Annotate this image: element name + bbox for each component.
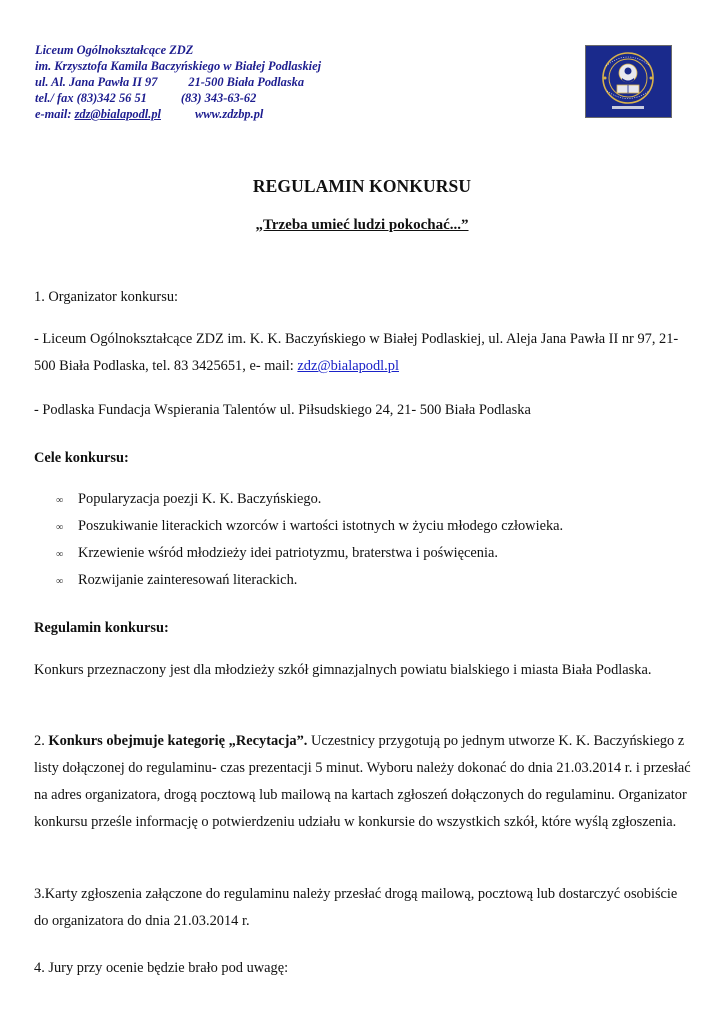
document-title: REGULAMIN KONKURSU — [252, 176, 472, 196]
organizer-1 — [34, 326, 694, 380]
list-item — [56, 513, 563, 540]
rules-paragraph-3: 3.Karty zgłoszenia załączone do regulaminu należy przesłać drogą mailową, pocztową lub dostarczyć osobiście do organizatora do dnia 21.03.2014 r. — [34, 886, 678, 929]
rules-paragraph-4: 4. Jury przy ocenie będzie brało pod uwagę: — [34, 960, 289, 976]
letterhead-email-label: e-mail: — [35, 107, 75, 121]
organizer-2: - Podlaska Fundacja Wspierania Talentów ul. Piłsudskiego 24, 21- 500 Biała Podlaska — [34, 402, 531, 418]
rules-paragraph-2-number: 2. — [34, 733, 49, 749]
organizer-heading: 1. Organizator konkursu: — [34, 289, 179, 305]
list-item — [56, 540, 563, 567]
goals-heading: Cele konkursu: — [34, 450, 129, 466]
rules-intro: Konkurs przeznaczony jest dla młodzieży szkół gimnazjalnych powiatu bialskiego i miasta Biała Podlaska. — [34, 662, 652, 678]
organizer-1-text: - Liceum Ogólnokształcące ZDZ im. K. K. Baczyńskiego w Białej Podlaskiej, ul. Aleja Jana Pawła II nr 97, 21- 500 Biała Podlaska, tel. 83 3425651, e- mail: — [34, 331, 679, 374]
school-emblem — [585, 45, 672, 118]
bullet-infinity-icon: ∞ — [56, 549, 64, 560]
list-item — [56, 486, 563, 513]
goal-text: Krzewienie wśród młodzieży idei patriotyzmu, braterstwa i poświęcenia. — [78, 545, 498, 561]
letterhead-address: ul. Al. Jana Pawła II 97 21-500 Biała Podlaska — [35, 75, 305, 89]
letterhead-website: www.zdzbp.pl — [194, 107, 264, 121]
rules-paragraph-2-text: Uczestnicy przygotują po jednym utworze K. K. Baczyńskiego z listy dołączonej do regulaminu- czas prezentacji 5 minut. Wyboru należy dokonać do dnia 21.03.2014 r. i przesłać na adres organizatora, drogą pocztową lub mailową na kartach zgłoszeń dołączonych do regulaminu. Organizator konkursu prześle informację o potwierdzeniu udziału w konkursie do wszystkich szkół, które wyślą zgłoszenia. — [34, 733, 691, 830]
organizer-1-email-link[interactable]: zdz@bialapodl.pl — [297, 358, 399, 374]
goal-text: Poszukiwanie literackich wzorców i wartości istotnych w życiu młodego człowieka. — [78, 518, 564, 534]
letterhead-school-name: Liceum Ogólnokształcące ZDZ — [35, 43, 194, 57]
goals-list — [56, 486, 563, 594]
goal-text: Popularyzacja poezji K. K. Baczyńskiego. — [78, 491, 322, 507]
letterhead-contact — [35, 106, 321, 122]
rules-heading: Regulamin konkursu: — [34, 620, 169, 636]
letterhead — [35, 42, 321, 122]
letterhead-email-link[interactable]: zdz@bialapodl.pl — [74, 107, 161, 121]
goal-text: Rozwijanie zainteresowań literackich. — [78, 572, 298, 588]
rules-category: Konkurs obejmuje kategorię „Recytacja”. — [48, 733, 308, 749]
letterhead-patron: im. Krzysztofa Kamila Baczyńskiego w Białej Podlaskiej — [35, 59, 322, 73]
letterhead-phone: tel./ fax (83)342 56 51 (83) 343-63-62 — [35, 91, 257, 105]
list-item — [56, 567, 563, 594]
bullet-infinity-icon: ∞ — [56, 576, 64, 587]
document-subtitle: „Trzeba umieć ludzi pokochać...” — [255, 217, 469, 233]
school-emblem-icon — [586, 46, 670, 116]
bullet-infinity-icon: ∞ — [56, 495, 64, 506]
rules-paragraph-2 — [34, 728, 694, 836]
bullet-infinity-icon: ∞ — [56, 522, 64, 533]
